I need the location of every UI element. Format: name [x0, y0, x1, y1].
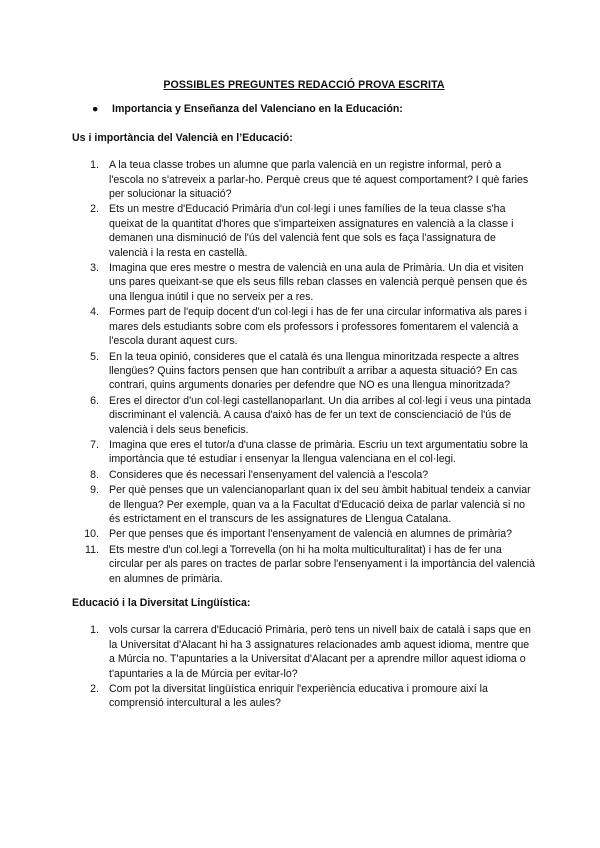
question-list-section-2	[72, 623, 536, 710]
question-number: 6.	[90, 394, 99, 407]
question-number: 7.	[90, 438, 99, 451]
question-number: 1.	[90, 159, 99, 172]
list-item	[72, 202, 536, 260]
bullet-heading	[92, 102, 536, 116]
section-heading-diversitat-linguistica: Educació i la Diversitat Lingüística:	[72, 597, 251, 609]
list-item	[72, 438, 536, 467]
question-text: Per que penses que és important l'ensenyament de valencià en alumnes de primària?	[109, 528, 513, 541]
bullet-icon: ●	[92, 103, 99, 116]
question-number: 3.	[90, 262, 99, 275]
question-number: 8.	[90, 468, 99, 481]
list-item	[72, 350, 536, 393]
list-item	[72, 261, 536, 304]
question-number: 1.	[90, 624, 99, 637]
question-text: vols cursar la carrera d'Educació Primària, però tens un nivell baix de català i saps que en la Universitat d'Alacant hi ha 3 assignatures relacionades amb aquest idioma, mentre que a Múrcia no. T'apuntaries a la Universitat d'Alacant per a aprendre millor aquest idioma o t'apuntaries a la de Múrcia per evitar-lo?	[109, 624, 531, 680]
bullet-heading-text: Importancia y Enseñanza del Valenciano en la Educación:	[112, 103, 403, 116]
question-number: 2.	[90, 683, 99, 696]
question-text: Formes part de l'equip docent d'un col·legi i has de fer una circular informativa als pares i mares dels estudiants sobre com els professors i professores fomentarem el valencià a l'escola durant aquest curs.	[109, 306, 527, 348]
question-number: 5.	[90, 350, 99, 363]
list-item	[72, 468, 536, 482]
question-text: Ets mestre d'un col.legi a Torrevella (on hi ha molta multiculturalitat) i has de fer una circular per als pares on tractes de parlar sobre l'ensenyament i la importància del valencià en alumnes de primària.	[109, 543, 535, 585]
question-text: Per què penses que un valencianoparlant quan ix del seu àmbit habitual tendeix a canviar de llengua? Per exemple, quan va a la Facultat d'Educació deixa de parlar valencià si no és estrictament en el transcurs de les assignatures de Llengua Catalana.	[109, 484, 531, 525]
question-text: Com pot la diversitat lingüística enriquir l'experiència educativa i promoure així la comprensió intercultural a les aules?	[109, 683, 488, 710]
question-number: 10.	[84, 528, 99, 541]
question-number: 2.	[90, 203, 99, 216]
list-item	[72, 543, 536, 586]
question-text: Ets un mestre d'Educació Primària d'un col·legi i unes famílies de la teua classe s'ha queixat de la quantitat d'hores que s'imparteixen assignatures en valencià a la classe i demanen una disminució de l'ús del valencià fent que sols es faça l'assignatura de valencià i la resta en castellà.	[109, 203, 514, 259]
question-text: Imagina que eres mestre o mestra de valencià en una aula de Primària. Un dia et visiten uns pares queixant-se que els seus fills reban classes en valencià perquè pensen que és una llengua inútil i que no serveix per a res.	[109, 262, 528, 303]
list-item	[72, 483, 536, 526]
question-number: 4.	[90, 306, 99, 319]
list-item	[72, 305, 536, 348]
list-item	[72, 158, 536, 201]
question-number: 11.	[85, 543, 99, 556]
list-item	[72, 394, 536, 437]
list-item	[72, 623, 536, 681]
list-item	[72, 682, 536, 711]
question-text: Imagina que eres el tutor/a d'una classe de primària. Escriu un text argumentatiu sobre la importància que té estudiar i ensenyar la llengua valenciana en el col·legi.	[109, 438, 528, 466]
list-item	[72, 527, 536, 541]
question-text: Eres el director d'un col·legi castellanoparlant. Un dia arribes al col·legi i veus una pintada discriminant el valencià. A causa d'això has de fer un text de conscienciació de l'ús de valencià i dels seus beneficis.	[109, 394, 531, 436]
question-text: En la teua opinió, consideres que el català és una llengua minoritzada respecte a altres llengües? Quins factors pensen que han contribuït a arribar a aquesta situació? En cas contrari, quins arguments donaries per defendre que NO es una llengua minoritzada?	[109, 350, 519, 392]
question-list-section-1	[72, 158, 536, 586]
question-number: 9.	[90, 484, 99, 497]
question-text: A la teua classe trobes un alumne que parla valencià en un registre informal, però a l'escola no s'atreveix a parlar-ho. Perquè creus que té aquest comportament? I què faries per solucionar la situació?	[109, 159, 529, 201]
question-text: Consideres que és necessari l'ensenyament del valencià a l'escola?	[109, 468, 429, 481]
document-title: POSSIBLES PREGUNTES REDACCIÓ PROVA ESCRITA	[163, 79, 445, 91]
section-heading-us-importancia: Us i importància del Valencià en l’Educació:	[72, 131, 293, 144]
